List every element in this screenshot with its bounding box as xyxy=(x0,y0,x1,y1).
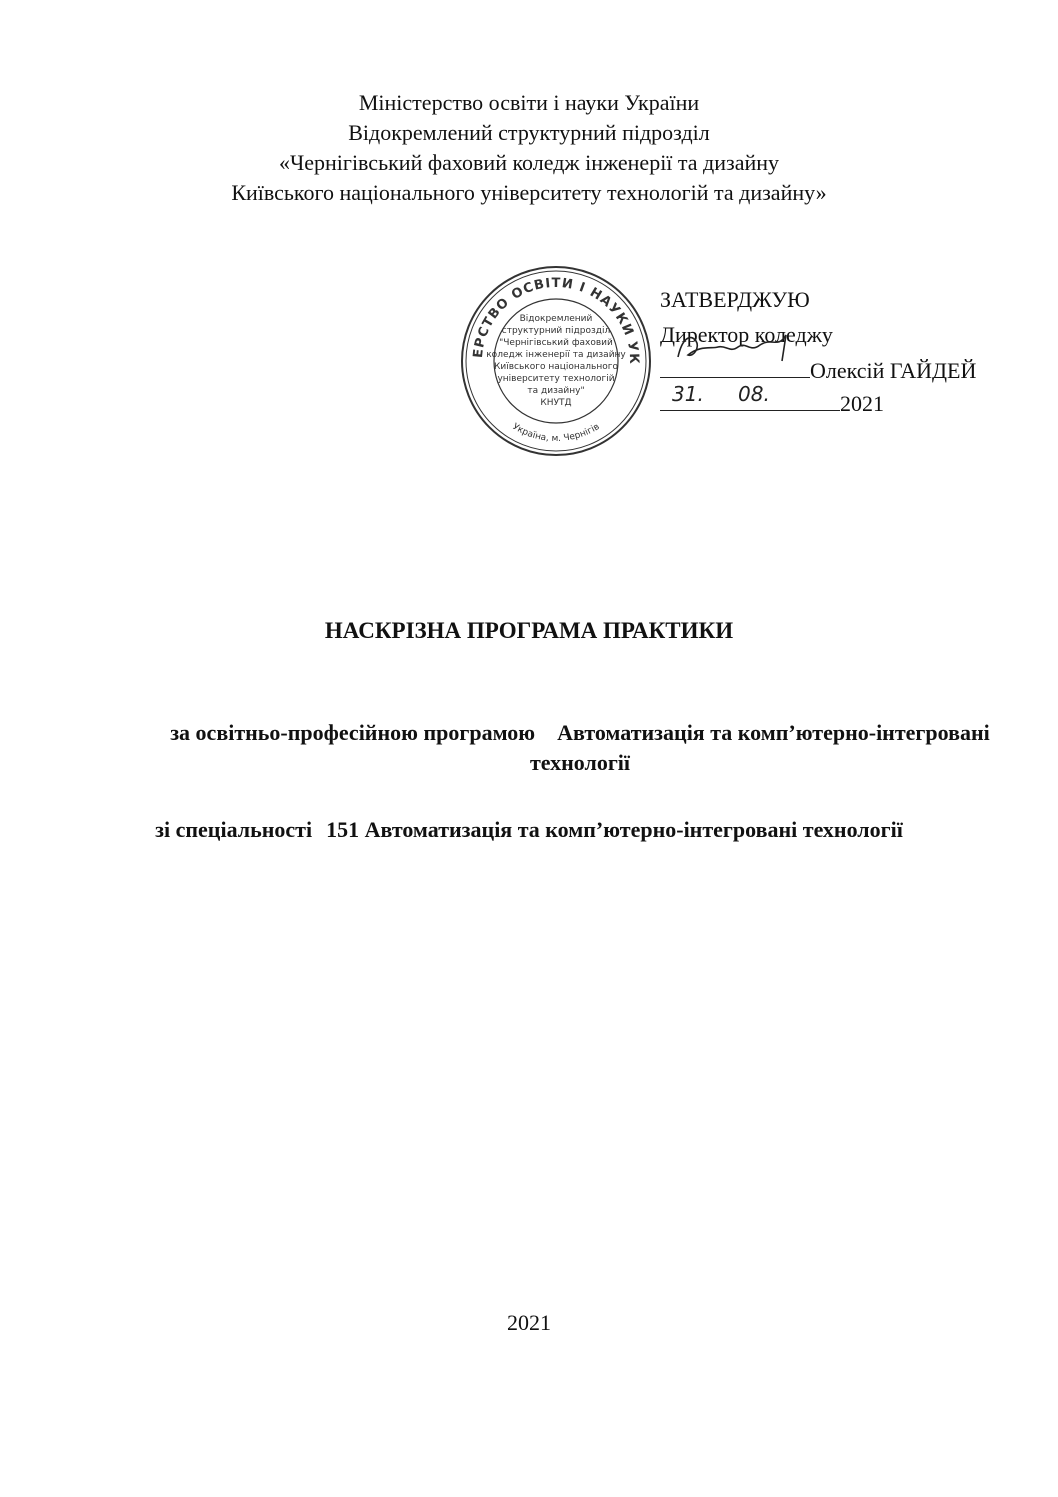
specialty-name: 151 Автоматизація та комп’ютерно-інтегровані технології xyxy=(326,817,903,842)
director-name: Олексій ГАЙДЕЙ xyxy=(810,358,977,383)
specialty xyxy=(0,817,1058,843)
university-line: Київського національного університету технологій та дизайну» xyxy=(231,180,827,205)
program-prefix: за освітньо-професійною програмою xyxy=(170,720,536,745)
official-seal xyxy=(456,261,656,461)
program-name: Автоматизація та комп’ютерно-інтегровані технології xyxy=(529,720,990,775)
date-line xyxy=(660,382,840,411)
signature-row xyxy=(660,355,976,384)
seal-ring-text: ЕРСТВО ОСВІТИ І НАУКИ УК xyxy=(470,275,642,366)
approval-year: 2021 xyxy=(840,391,884,416)
document-title: НАСКРІЗНА ПРОГРАМА ПРАКТИКИ xyxy=(324,618,734,643)
date-month: 08. xyxy=(738,382,770,406)
approve-label: ЗАТВЕРДЖУЮ xyxy=(660,287,810,312)
svg-text:Україна, м. Чернігів xyxy=(511,422,602,444)
subdivision-line: Відокремлений структурний підрозділ xyxy=(348,120,710,145)
date-day: 31. xyxy=(672,382,704,406)
director-position: Директор коледжу xyxy=(660,322,833,347)
specialty-prefix: зі спеціальності xyxy=(155,817,313,842)
educational-program xyxy=(140,718,1020,778)
institution-header xyxy=(0,88,1058,208)
date-row xyxy=(660,382,884,417)
seal-center-text: Відокремлений структурний підрозділ "Чернігівський фаховий коледж інженерії та дизайну Київського національного університету технологій та дизайну" КНУТД xyxy=(486,314,626,408)
document-year: 2021 xyxy=(507,1310,551,1335)
ministry-line: Міністерство освіти і науки України xyxy=(358,90,700,115)
seal-bottom-text: Україна, м. Чернігів xyxy=(510,421,602,445)
handwritten-signature-icon xyxy=(660,327,820,367)
signature-line xyxy=(660,355,810,378)
college-line: «Чернігівський фаховий коледж інженерії та дизайну xyxy=(278,150,780,175)
